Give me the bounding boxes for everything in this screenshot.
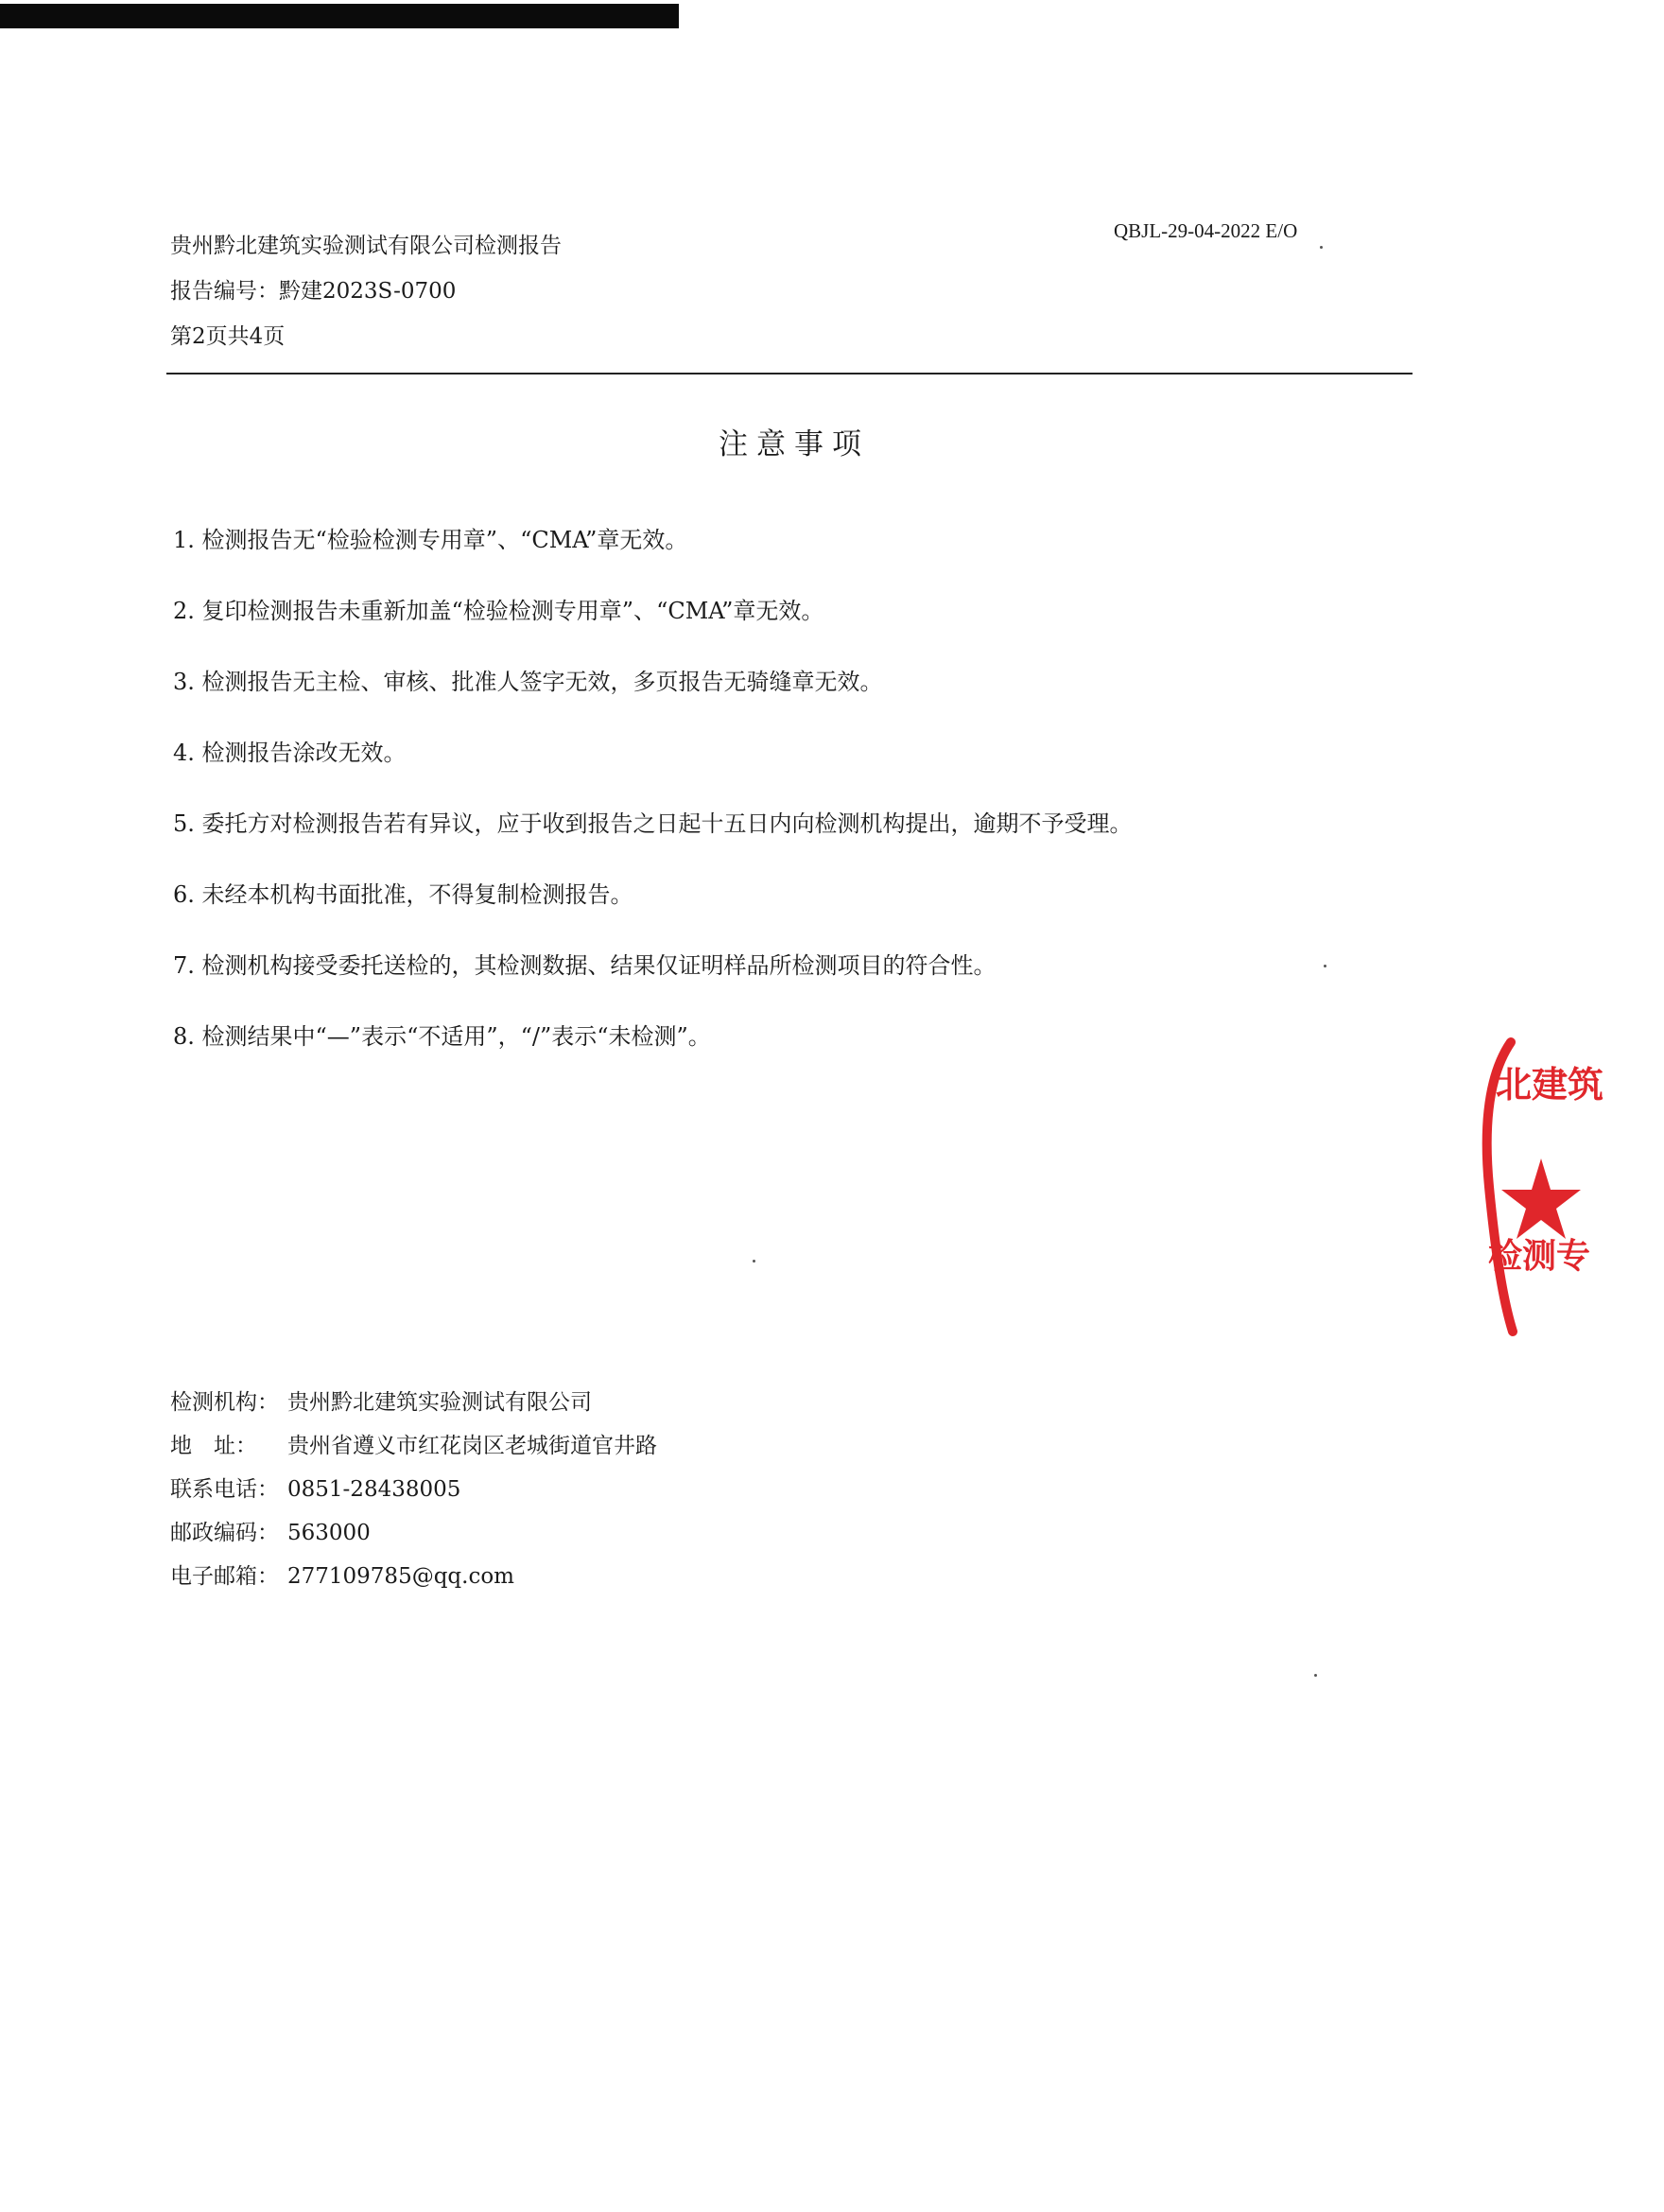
contact-email-label: 电子邮箱： xyxy=(170,1564,279,1589)
note-item: 4. 检测报告涂改无效。 xyxy=(173,740,407,766)
contact-block xyxy=(170,1381,657,1598)
contact-address-label: 地 址： xyxy=(170,1434,257,1458)
scan-speck xyxy=(1320,246,1323,249)
contact-postcode-label: 邮政编码： xyxy=(170,1521,279,1545)
note-item: 5. 委托方对检测报告若有异议，应于收到报告之日起十五日内向检测机构提出，逾期不予受理。 xyxy=(173,810,1133,837)
contact-phone-label: 联系电话： xyxy=(170,1477,279,1502)
contact-org xyxy=(170,1381,657,1424)
company-report-title: 贵州黔北建筑实验测试有限公司检测报告 xyxy=(170,234,562,258)
contact-email-value: 277109785@qq.com xyxy=(287,1564,514,1589)
contact-phone xyxy=(170,1468,657,1511)
seal-text-top: 北建筑 xyxy=(1496,1063,1604,1106)
seal-text-bottom: 检测专 xyxy=(1488,1236,1591,1276)
page-indicator: 第2页共4页 xyxy=(170,324,286,349)
scan-speck xyxy=(753,1260,755,1263)
document-code: QBJL-29-04-2022 E/O xyxy=(1114,219,1298,242)
contact-phone-value: 0851-28438005 xyxy=(287,1477,461,1502)
inspection-seal xyxy=(1475,1031,1664,1343)
contact-address xyxy=(170,1424,657,1468)
report-header xyxy=(170,223,562,359)
note-item: 2. 复印检测报告未重新加盖“检验检测专用章”、“CMA”章无效。 xyxy=(173,598,824,624)
note-item: 1. 检测报告无“检验检测专用章”、“CMA”章无效。 xyxy=(173,527,688,553)
redaction-bar xyxy=(0,4,679,28)
scan-speck xyxy=(1324,965,1326,967)
contact-org-label: 检测机构： xyxy=(170,1390,279,1415)
report-number: 报告编号：黔建2023S-0700 xyxy=(170,279,457,304)
contact-postcode-value: 563000 xyxy=(287,1521,371,1545)
header-divider xyxy=(166,373,1413,374)
contact-email xyxy=(170,1555,657,1598)
note-item: 3. 检测报告无主检、审核、批准人签字无效，多页报告无骑缝章无效。 xyxy=(173,669,883,695)
scan-speck xyxy=(1314,1674,1317,1677)
note-item: 8. 检测结果中“—”表示“不适用”，“/”表示“未检测”。 xyxy=(173,1023,711,1050)
note-item: 6. 未经本机构书面批准，不得复制检测报告。 xyxy=(173,881,633,908)
seal-graphic xyxy=(1475,1031,1664,1343)
contact-address-value: 贵州省遵义市红花岗区老城街道官井路 xyxy=(287,1434,657,1458)
contact-org-value: 贵州黔北建筑实验测试有限公司 xyxy=(287,1390,592,1415)
note-item: 7. 检测机构接受委托送检的，其检测数据、结果仅证明样品所检测项目的符合性。 xyxy=(173,952,997,979)
page-title: 注意事项 xyxy=(719,427,870,462)
contact-postcode xyxy=(170,1511,657,1555)
notes-list xyxy=(173,523,1133,1090)
